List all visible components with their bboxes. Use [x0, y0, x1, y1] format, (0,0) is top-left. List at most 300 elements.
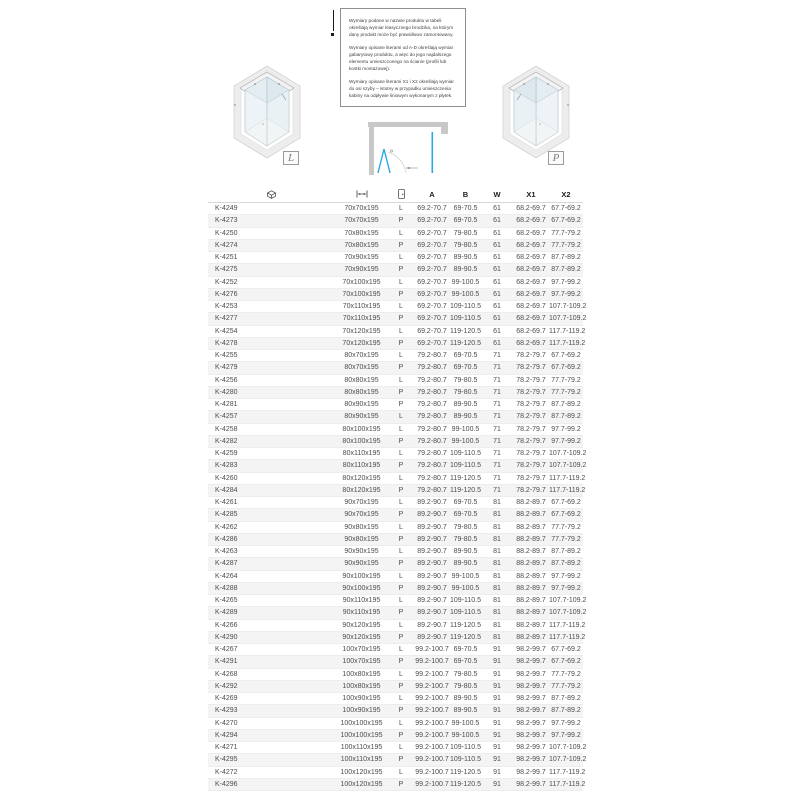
cell-x1: 78.2-79.7 [516, 364, 546, 372]
cell-x2: 117.7-119.2 [549, 633, 586, 641]
cell-x1: 88.2-89.7 [516, 523, 546, 531]
leader-dot [331, 33, 334, 36]
cell-x2: 97.7-99.2 [551, 437, 581, 445]
diagram-label-right [548, 151, 564, 165]
cell-lp: L [399, 229, 403, 237]
table-row [208, 485, 586, 497]
shower-cabin-icon [208, 188, 335, 201]
table-row [208, 546, 583, 558]
cell-w: 91 [493, 658, 501, 666]
cell-x1: 88.2-89.7 [516, 535, 546, 543]
cell-dims: 70x100x195 [342, 278, 381, 286]
cell-lp: P [398, 633, 404, 641]
cell-b: 109-110.5 [450, 450, 482, 458]
cell-lp: L [399, 376, 403, 384]
cell-lp: P [398, 584, 404, 592]
cell-x2: 97.7-99.2 [551, 731, 581, 739]
cell-x1: 98.2-99.7 [516, 756, 546, 764]
cell-code: K-4265 [215, 597, 238, 605]
cell-b: 69-70.5 [453, 499, 478, 507]
cell-b: 119-120.5 [450, 474, 482, 482]
cell-x2: 87.7-89.2 [551, 695, 581, 703]
cell-lp: L [399, 695, 403, 703]
cell-w: 61 [493, 339, 501, 347]
cell-code: K-4253 [215, 303, 238, 311]
cell-x2: 107.7-109.2 [549, 597, 587, 605]
cell-a: 99.2-100.7 [415, 646, 449, 654]
cell-dims: 70x80x195 [344, 229, 379, 237]
column-header-x2: X2 [561, 189, 571, 199]
table-row [208, 289, 583, 301]
cell-dims: 80x80x195 [344, 376, 379, 384]
cell-x1: 68.2-69.7 [516, 205, 546, 213]
cell-dims: 90x70x195 [344, 499, 379, 507]
cell-a: 79.2-80.7 [417, 474, 447, 482]
cell-x2: 97.7-99.2 [551, 290, 581, 298]
table-row [208, 571, 583, 583]
cell-w: 71 [493, 376, 501, 384]
cell-x2: 77.7-79.2 [551, 376, 581, 384]
cell-dims: 70x100x195 [342, 290, 381, 298]
cell-b: 89-90.5 [453, 707, 478, 715]
cell-x2: 77.7-79.2 [551, 535, 581, 543]
cell-b: 109-110.5 [450, 609, 482, 617]
cell-x1: 98.2-99.7 [516, 731, 546, 739]
info-box [340, 8, 466, 107]
cell-code: K-4277 [215, 315, 238, 323]
diagram-label-left-text: L [287, 152, 295, 164]
cell-x2: 117.7-119.2 [549, 621, 586, 629]
cell-w: 81 [493, 633, 501, 641]
cell-code: K-4272 [215, 768, 238, 776]
cell-dims: 100x100x195 [340, 719, 383, 727]
cell-code: K-4262 [215, 523, 238, 531]
info-paragraph-1: Wymiary podane w nazwie produktu w tabeli określają wymiar klasycznego brodzika, na którym dany produkt może być prawidłowo zamontowany. [349, 18, 454, 38]
cell-lp: P [398, 560, 404, 568]
cell-x1: 78.2-79.7 [516, 401, 546, 409]
column-header-x1: X1 [526, 189, 536, 199]
cell-x1: 78.2-79.7 [516, 437, 546, 445]
cell-dims: 80x120x195 [342, 474, 381, 482]
cell-b: 119-120.5 [450, 327, 482, 335]
cell-a: 89.2-90.7 [417, 535, 447, 543]
cell-a: 79.2-80.7 [417, 376, 447, 384]
table-row [208, 669, 583, 681]
cell-a: 79.2-80.7 [417, 413, 447, 421]
cell-dims: 70x110x195 [342, 303, 381, 311]
cell-a: 69.2-70.7 [417, 315, 447, 323]
cell-x2: 67.7-69.2 [551, 205, 581, 213]
table-row [208, 436, 583, 448]
cell-b: 109-110.5 [450, 744, 482, 752]
cell-x2: 67.7-69.2 [551, 511, 581, 519]
cell-w: 81 [493, 523, 501, 531]
table-row [208, 338, 586, 350]
cell-a: 69.2-70.7 [417, 229, 447, 237]
table-row [208, 240, 583, 252]
cell-x1: 98.2-99.7 [516, 670, 546, 678]
cell-code: K-4258 [215, 425, 238, 433]
cell-x2: 87.7-89.2 [551, 254, 581, 262]
table-row [208, 411, 583, 423]
table-row [208, 350, 583, 362]
cell-w: 71 [493, 486, 501, 494]
cell-w: 61 [493, 315, 501, 323]
cell-b: 89-90.5 [453, 254, 478, 262]
table-row [208, 424, 583, 436]
cell-lp: P [398, 241, 404, 249]
cell-code: K-4271 [215, 744, 238, 752]
cell-b: 69-70.5 [453, 205, 478, 213]
cell-a: 89.2-90.7 [417, 633, 447, 641]
cell-dims: 90x100x195 [342, 584, 381, 592]
cell-w: 61 [493, 205, 501, 213]
cell-code: K-4287 [215, 560, 238, 568]
cell-x2: 87.7-89.2 [551, 560, 581, 568]
cell-code: K-4252 [215, 278, 238, 286]
cell-x2: 77.7-79.2 [551, 523, 581, 531]
cell-x1: 98.2-99.7 [516, 646, 546, 654]
cell-x1: 68.2-69.7 [516, 315, 546, 323]
cell-dims: 90x100x195 [342, 572, 381, 580]
cell-b: 89-90.5 [453, 548, 478, 556]
cell-code: K-4275 [215, 266, 238, 274]
cell-x1: 98.2-99.7 [516, 658, 546, 666]
cell-code: K-4278 [215, 339, 238, 347]
table-row [208, 681, 583, 693]
cell-x2: 67.7-69.2 [551, 499, 581, 507]
cell-w: 91 [493, 719, 501, 727]
cell-dims: 90x70x195 [344, 511, 379, 519]
cell-lp: L [399, 205, 403, 213]
cell-dims: 90x110x195 [342, 597, 381, 605]
cell-a: 79.2-80.7 [417, 425, 447, 433]
cell-b: 79-80.5 [453, 682, 478, 690]
table-row [208, 644, 583, 656]
table-row [208, 228, 583, 240]
cell-b: 99-100.5 [451, 584, 480, 592]
cell-x1: 68.2-69.7 [516, 217, 546, 225]
cell-x1: 78.2-79.7 [516, 474, 546, 482]
cell-dims: 80x110x195 [342, 462, 381, 470]
cell-b: 89-90.5 [453, 695, 478, 703]
cell-w: 81 [493, 572, 501, 580]
cell-x1: 68.2-69.7 [516, 290, 546, 298]
cell-a: 89.2-90.7 [417, 609, 447, 617]
table-row [208, 387, 583, 399]
cell-x2: 77.7-79.2 [551, 241, 581, 249]
cell-x1: 88.2-89.7 [516, 621, 546, 629]
cell-x1: 88.2-89.7 [516, 548, 546, 556]
cell-b: 89-90.5 [453, 413, 478, 421]
cell-lp: L [399, 352, 403, 360]
cell-dims: 100x80x195 [342, 682, 381, 690]
cell-code: K-4260 [215, 474, 238, 482]
cell-b: 69-70.5 [453, 646, 478, 654]
cell-a: 69.2-70.7 [417, 327, 447, 335]
cell-dims: 80x100x195 [342, 437, 381, 445]
cell-w: 81 [493, 621, 501, 629]
table-row [208, 277, 583, 289]
cell-x1: 68.2-69.7 [516, 339, 546, 347]
cell-lp: L [399, 278, 403, 286]
cell-a: 69.2-70.7 [417, 266, 447, 274]
cell-dims: 90x120x195 [342, 621, 381, 629]
cell-w: 81 [493, 511, 501, 519]
cell-code: K-4266 [215, 621, 238, 629]
cell-code: K-4250 [215, 229, 238, 237]
cell-b: 99-100.5 [451, 731, 480, 739]
cell-lp: P [398, 511, 404, 519]
cell-dims: 80x90x195 [344, 413, 379, 421]
cell-x2: 97.7-99.2 [551, 584, 581, 592]
cell-dims: 70x90x195 [344, 254, 379, 262]
cell-x2: 97.7-99.2 [551, 278, 581, 286]
cell-w: 61 [493, 303, 501, 311]
cell-lp: L [399, 621, 403, 629]
cell-x1: 68.2-69.7 [516, 229, 546, 237]
cell-dims: 90x110x195 [342, 609, 381, 617]
cell-b: 79-80.5 [453, 388, 478, 396]
cell-lp: P [398, 388, 404, 396]
cell-lp: P [398, 658, 404, 666]
cell-x2: 107.7-109.2 [549, 756, 587, 764]
cell-dims: 80x100x195 [342, 425, 381, 433]
table-row [208, 693, 583, 705]
cell-dims: 70x90x195 [344, 266, 379, 274]
cell-code: K-4276 [215, 290, 238, 298]
cell-dims: 70x80x195 [344, 241, 379, 249]
cell-x1: 98.2-99.7 [516, 768, 546, 776]
cell-w: 71 [493, 364, 501, 372]
cell-w: 61 [493, 327, 501, 335]
table-row [208, 497, 583, 509]
cell-lp: L [399, 768, 403, 776]
cell-x1: 78.2-79.7 [516, 352, 546, 360]
cell-x1: 88.2-89.7 [516, 499, 546, 507]
cell-x2: 67.7-69.2 [551, 352, 581, 360]
cell-x1: 68.2-69.7 [516, 278, 546, 286]
cell-x1: 88.2-89.7 [516, 597, 546, 605]
cell-x2: 67.7-69.2 [551, 658, 581, 666]
cell-b: 119-120.5 [450, 780, 482, 788]
cell-a: 79.2-80.7 [417, 450, 447, 458]
cell-x1: 88.2-89.7 [516, 584, 546, 592]
cell-dims: 100x100x195 [340, 731, 383, 739]
cell-x1: 68.2-69.7 [516, 266, 546, 274]
diagram-label-left [283, 151, 299, 165]
table-row [208, 399, 583, 411]
cell-w: 71 [493, 413, 501, 421]
cell-b: 109-110.5 [450, 315, 482, 323]
cell-b: 79-80.5 [453, 670, 478, 678]
cell-x1: 78.2-79.7 [516, 425, 546, 433]
cell-b: 99-100.5 [451, 719, 480, 727]
table-row [208, 754, 587, 766]
cell-b: 99-100.5 [451, 278, 480, 286]
table-row [208, 448, 587, 460]
cell-lp: P [398, 707, 404, 715]
cell-code: K-4296 [215, 780, 238, 788]
cell-code: K-4294 [215, 731, 238, 739]
cell-w: 91 [493, 682, 501, 690]
cell-lp: L [399, 670, 403, 678]
cell-x2: 67.7-69.2 [551, 646, 581, 654]
table-row [208, 460, 587, 472]
cell-code: K-4257 [215, 413, 238, 421]
table-row [208, 742, 587, 754]
cell-dims: 80x120x195 [342, 486, 381, 494]
cell-dims: 100x110x195 [340, 744, 383, 752]
cell-dims: 70x110x195 [342, 315, 381, 323]
cell-x2: 87.7-89.2 [551, 413, 581, 421]
cell-w: 61 [493, 278, 501, 286]
table-row [208, 203, 583, 215]
cell-x2: 87.7-89.2 [551, 707, 581, 715]
cell-dims: 100x120x195 [340, 780, 383, 788]
cell-w: 91 [493, 646, 501, 654]
cell-b: 119-120.5 [450, 633, 482, 641]
table-row [208, 509, 583, 521]
cell-a: 89.2-90.7 [417, 548, 447, 556]
cell-w: 71 [493, 474, 501, 482]
table-row [208, 326, 586, 338]
cell-x1: 68.2-69.7 [516, 254, 546, 262]
cell-x2: 87.7-89.2 [551, 401, 581, 409]
cell-code: K-4267 [215, 646, 238, 654]
cell-x1: 98.2-99.7 [516, 744, 546, 752]
cell-b: 89-90.5 [453, 401, 478, 409]
cell-a: 99.2-100.7 [415, 756, 449, 764]
cell-w: 81 [493, 535, 501, 543]
cell-dims: 70x120x195 [342, 327, 381, 335]
cell-x1: 98.2-99.7 [516, 707, 546, 715]
cell-b: 119-120.5 [450, 768, 482, 776]
cell-lp: P [398, 780, 404, 788]
cell-lp: L [399, 597, 403, 605]
cell-a: 99.2-100.7 [415, 682, 449, 690]
cell-dims: 100x70x195 [342, 646, 381, 654]
arrow-left-icon [406, 167, 410, 170]
cell-a: 79.2-80.7 [417, 364, 447, 372]
cell-dims: 90x90x195 [344, 560, 379, 568]
cell-b: 119-120.5 [450, 486, 482, 494]
cell-a: 99.2-100.7 [415, 780, 449, 788]
table-row [208, 632, 586, 644]
cell-a: 89.2-90.7 [417, 523, 447, 531]
cell-dims: 100x90x195 [342, 695, 381, 703]
cell-a: 79.2-80.7 [417, 401, 447, 409]
cell-w: 81 [493, 597, 501, 605]
table-row [208, 473, 586, 485]
cell-dims: 80x70x195 [344, 364, 379, 372]
cell-lp: P [398, 535, 404, 543]
cell-w: 91 [493, 670, 501, 678]
cell-x1: 78.2-79.7 [516, 388, 546, 396]
info-paragraph-2: Wymiary opisane literami od A-D określają wymiar gabarytowy produktu, a więc do jego najdalszego elementu umieszczonego na ścianie (profili lub kostki montażowej). [349, 45, 454, 72]
cell-x2: 87.7-89.2 [551, 548, 581, 556]
cell-x2: 117.7-119.2 [549, 780, 586, 788]
cell-dims: 80x80x195 [344, 388, 379, 396]
cell-dims: 90x120x195 [342, 633, 381, 641]
cell-w: 91 [493, 768, 501, 776]
cell-x1: 98.2-99.7 [516, 780, 546, 788]
cell-lp: L [399, 572, 403, 580]
cell-dims: 90x80x195 [344, 523, 379, 531]
cell-x1: 68.2-69.7 [516, 327, 546, 335]
cell-lp: L [399, 413, 403, 421]
cell-a: 69.2-70.7 [417, 278, 447, 286]
cell-b: 69-70.5 [453, 352, 478, 360]
cell-lp: L [399, 646, 403, 654]
cell-x1: 68.2-69.7 [516, 241, 546, 249]
cell-lp: L [399, 327, 403, 335]
cell-code: K-4249 [215, 205, 238, 213]
cell-a: 69.2-70.7 [417, 205, 447, 213]
cell-x2: 107.7-109.2 [549, 744, 587, 752]
cell-x2: 117.7-119.2 [549, 327, 586, 335]
table-row [208, 607, 587, 619]
cell-x2: 107.7-109.2 [549, 450, 587, 458]
table-row [208, 718, 583, 730]
cell-a: 89.2-90.7 [417, 560, 447, 568]
cell-w: 71 [493, 437, 501, 445]
table-row [208, 779, 586, 791]
cell-x2: 87.7-89.2 [551, 266, 581, 274]
cell-dims: 100x80x195 [342, 670, 381, 678]
door-orientation-icon [388, 188, 414, 200]
cell-code: K-4288 [215, 584, 238, 592]
cell-lp: L [399, 523, 403, 531]
cell-x1: 98.2-99.7 [516, 719, 546, 727]
table-row [208, 705, 583, 717]
cell-x2: 77.7-79.2 [551, 388, 581, 396]
cell-dims: 100x90x195 [342, 707, 381, 715]
cell-dims: 100x120x195 [340, 768, 383, 776]
cell-lp: P [398, 339, 404, 347]
cell-w: 61 [493, 254, 501, 262]
cell-w: 71 [493, 401, 501, 409]
cell-b: 79-80.5 [453, 376, 478, 384]
cell-code: K-4291 [215, 658, 238, 666]
info-paragraph-3: Wymiary opisane literami X1 i X2 określają wymiar do osi szyby – istotny w przypadku umieszczenia kabiny na odpływie liniowym wykonanym z płytek. [349, 79, 454, 99]
cell-code: K-4286 [215, 535, 238, 543]
cell-lp: P [398, 364, 404, 372]
cell-lp: L [399, 499, 403, 507]
table-row [208, 534, 583, 546]
cell-x2: 77.7-79.2 [551, 682, 581, 690]
cell-dims: 80x90x195 [344, 401, 379, 409]
leader-line [333, 10, 334, 31]
cell-b: 79-80.5 [453, 241, 478, 249]
cell-lp: L [399, 474, 403, 482]
cell-b: 69-70.5 [453, 511, 478, 519]
cell-x1: 98.2-99.7 [516, 682, 546, 690]
table-row [208, 313, 587, 325]
cell-lp: P [398, 486, 404, 494]
cell-x2: 117.7-119.2 [549, 339, 586, 347]
cell-lp: P [398, 609, 404, 617]
cell-b: 119-120.5 [450, 339, 482, 347]
cell-code: K-4283 [215, 462, 238, 470]
cell-a: 79.2-80.7 [417, 352, 447, 360]
table-row [208, 301, 587, 313]
shower-enclosure-right-diagram [478, 60, 590, 172]
cell-a: 79.2-80.7 [417, 437, 447, 445]
cell-w: 91 [493, 707, 501, 715]
cell-b: 79-80.5 [453, 229, 478, 237]
cell-a: 99.2-100.7 [415, 768, 449, 776]
